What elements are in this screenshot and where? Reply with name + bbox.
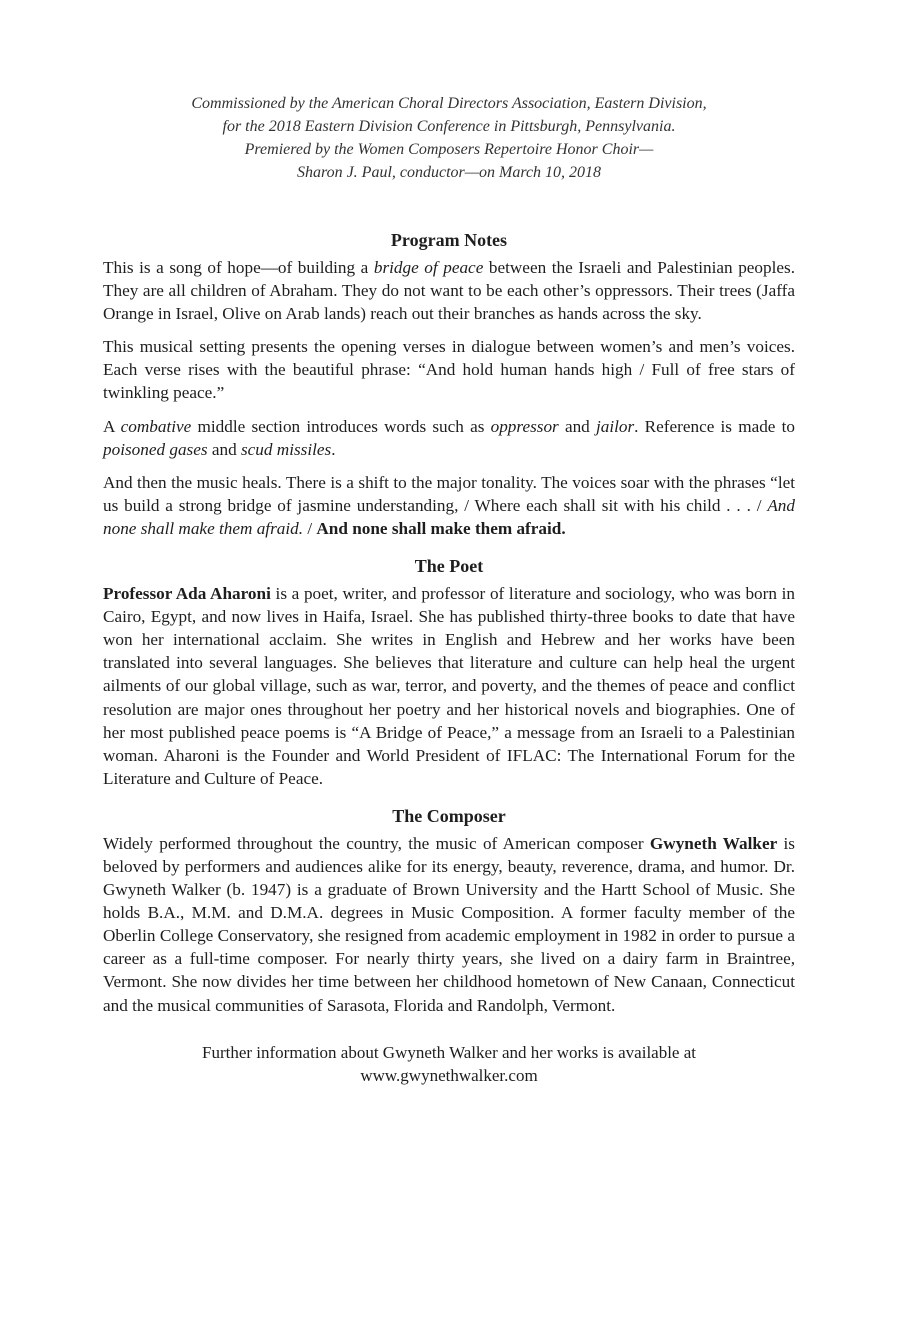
further-info-text: Further information about Gwyneth Walker and her works is available at (201, 1042, 696, 1062)
emphasis-text: oppressor (490, 416, 559, 436)
website-link[interactable]: www.gwynethwalker.com (360, 1065, 538, 1085)
commission-note (103, 92, 795, 184)
program-notes-paragraph-4: And then the music heals. There is a shift to the major tonality. The voices soar with the phrases “let us build a strong bridge of jasmine understanding, / Where each shall sit with his child . . . / And none shall make them afraid. / And none shall make them afraid. (103, 472, 795, 538)
emphasis-text: poisoned gases (103, 439, 208, 459)
emphasis-text: jailor (595, 416, 635, 436)
commission-line: Sharon J. Paul, conductor—on March 10, 2018 (296, 164, 602, 181)
poet-name: Professor Ada Aharoni (103, 584, 271, 604)
emphasis-text: scud missiles (240, 439, 332, 459)
emphasis-text: bridge of peace (373, 258, 484, 277)
further-info (103, 1041, 795, 1087)
program-notes-paragraph-1: This is a song of hope—of building a bridge of peace between the Israeli and Palestinian peoples. They are all children of Abraham. They do not want to be each other’s oppressors. Their trees (Jaffa Orange in Israel, Olive on Arab lands) reach out their branches as hands across the sky. (103, 258, 795, 324)
program-notes-heading: Program Notes (390, 230, 508, 250)
emphasis-text: combative (120, 416, 192, 436)
composer-name: Gwyneth Walker (649, 833, 778, 853)
bold-text: And none shall make them afraid. (316, 518, 566, 538)
poet-paragraph: Professor Ada Aharoni is a poet, writer, and professor of literature and sociology, who was born in Cairo, Egypt, and now lives in Haifa, Israel. She has published thirty-three books to date that have won her international acclaim. She writes in English and Hebrew and her works have been translated into several languages. She believes that literature and culture can help heal the urgent ailments of our global village, such as war, terror, and poverty, and the themes of peace and conflict resolution are major ones throughout her poetry and her historical novels and biographies. One of her most published peace poems is “A Bridge of Peace,” a message from an Israeli to a Palestinian woman. Aharoni is the Founder and World President of IFLAC: The International Forum for the Literature and Culture of Peace. (103, 584, 795, 788)
composer-paragraph: Widely performed throughout the country, the music of American composer Gwyneth Walker is beloved by performers and audiences alike for its energy, beauty, reverence, drama, and humor. Dr. Gwyneth Walker (b. 1947) is a graduate of Brown University and the Hartt School of Music. She holds B.A., M.M. and D.M.A. degrees in Music Composition. A former faculty member of the Oberlin College Conservatory, she resigned from academic employment in 1982 in order to pursue a career as a full-time composer. For nearly thirty years, she lived on a dairy farm in Braintree, Vermont. She now divides her time between her childhood hometown of New Canaan, Connecticut and the musical communities of Sarasota, Florida and Randolph, Vermont. (103, 833, 795, 1015)
commission-line: Commissioned by the American Choral Directors Association, Eastern Division, (191, 95, 707, 112)
program-notes-paragraph-2: This musical setting presents the opening verses in dialogue between women’s and men’s voices. Each verse rises with the beautiful phrase: “And hold human hands high / Full of free stars of twinkling peace.” (103, 337, 795, 403)
document-page (103, 92, 795, 1087)
program-notes-paragraph-3: A combative middle section introduces words such as oppressor and jailor. Reference is made to poisoned gases and scud missiles. (103, 416, 795, 459)
composer-heading: The Composer (392, 805, 506, 826)
commission-line: for the 2018 Eastern Division Conference in Pittsburgh, Pennsylvania. (222, 118, 676, 135)
commission-line: Premiered by the Women Composers Repertoire Honor Choir— (244, 141, 654, 158)
emphasis-text: And none shall make them afraid. (103, 495, 795, 538)
poet-heading: The Poet (414, 556, 484, 577)
